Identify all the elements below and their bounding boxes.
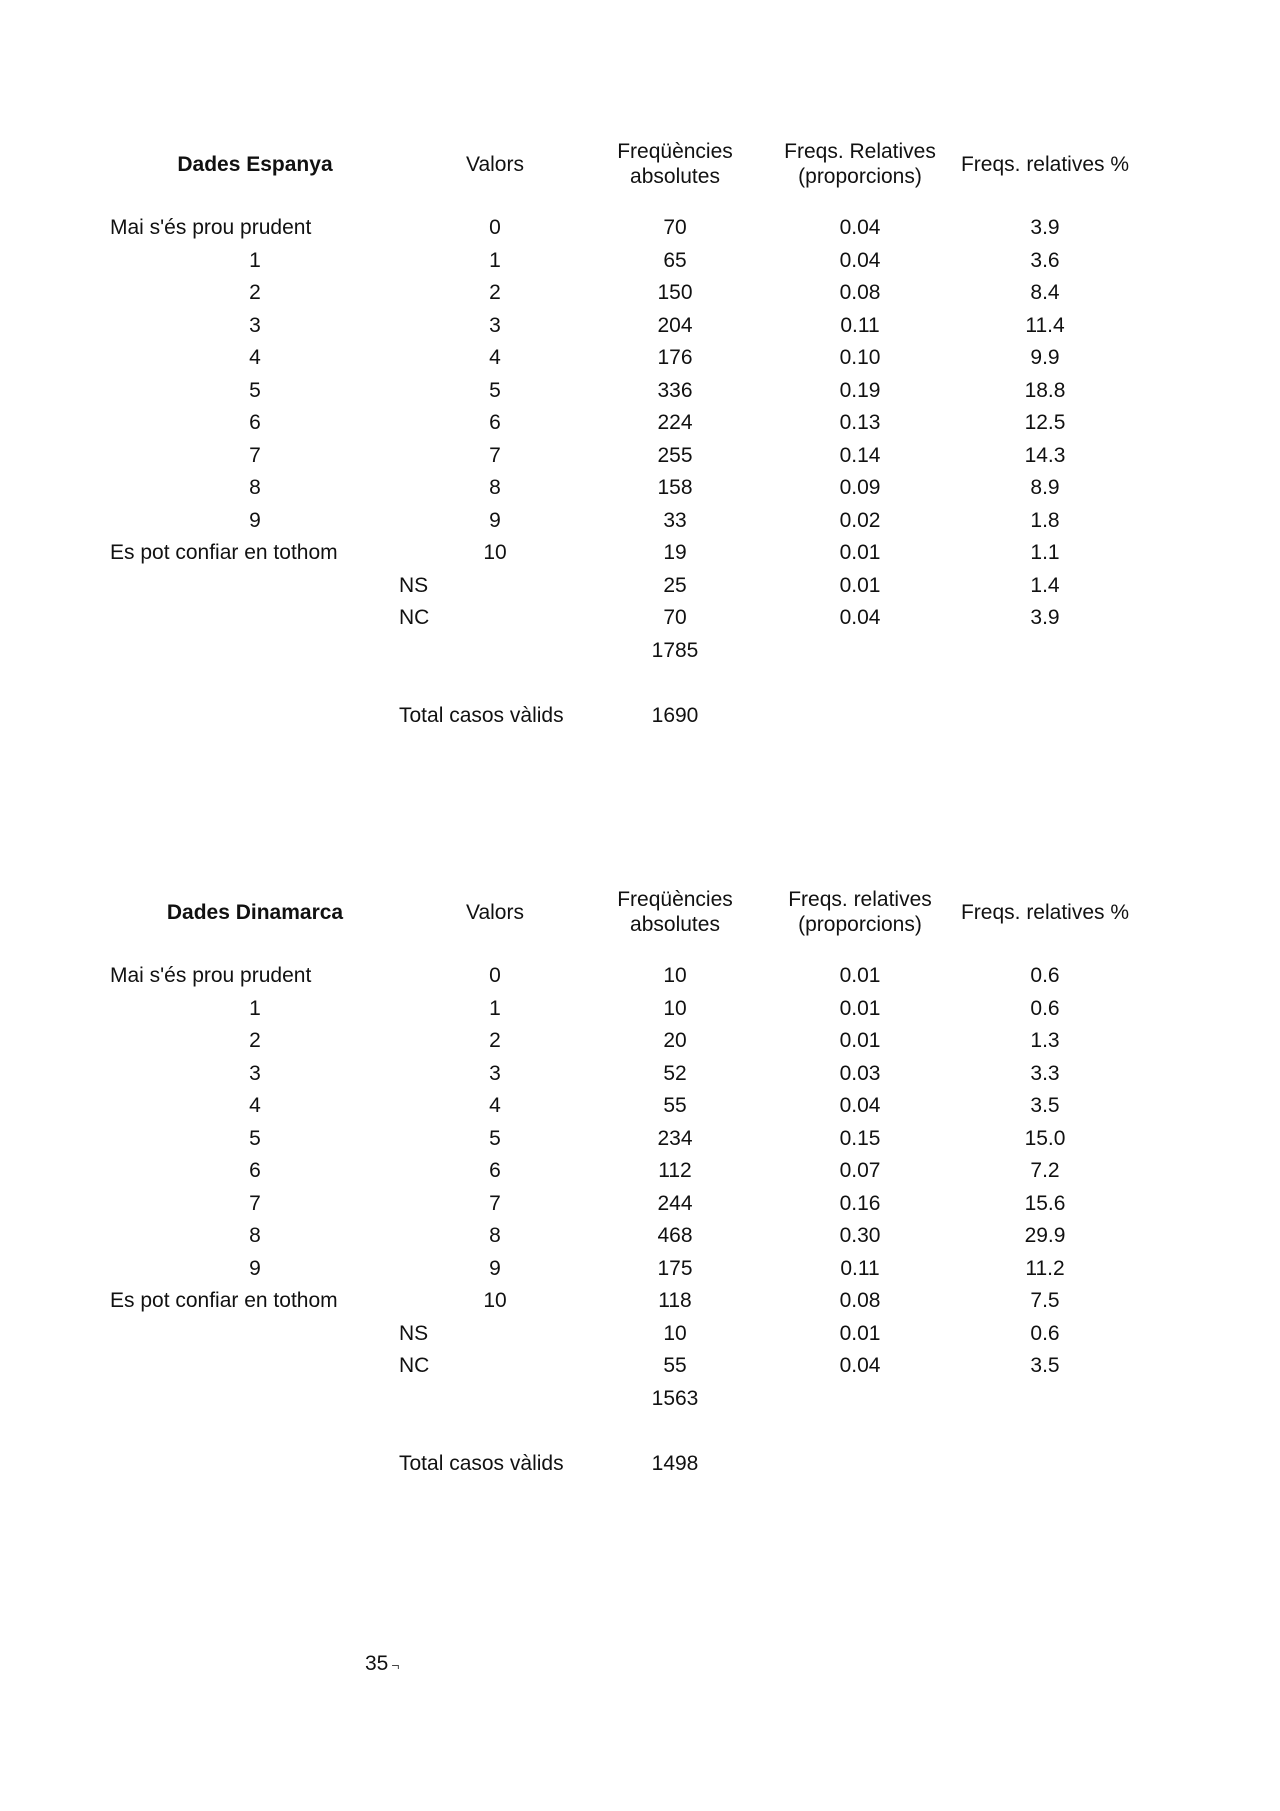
row-label: NC	[399, 1354, 430, 1377]
row-absolute: 158	[657, 476, 693, 499]
row-proportion: 0.14	[839, 443, 881, 467]
row-value: 1	[489, 248, 501, 272]
row-absolute: 10	[663, 1321, 687, 1345]
total-value: 1690	[651, 703, 699, 727]
row-percent: 15.6	[1024, 1191, 1066, 1215]
table-header	[100, 884, 1140, 940]
header-relative-prop-line2: (proporcions)	[798, 165, 922, 188]
header-relative-prop-line2: (proporcions)	[798, 913, 922, 936]
header-values: Valors	[466, 900, 524, 924]
row-label: Es pot confiar en tothom	[110, 541, 338, 564]
row-value: 5	[489, 378, 501, 402]
row-value: 8	[489, 1224, 501, 1247]
row-percent: 7.2	[1030, 1159, 1060, 1182]
row-percent: 1.1	[1030, 541, 1060, 564]
row-proportion: 0.01	[839, 1321, 881, 1345]
row-label: 2	[249, 1029, 261, 1052]
row-proportion: 0.04	[839, 1094, 881, 1117]
table-row	[100, 539, 1140, 572]
row-percent: 11.4	[1025, 313, 1065, 337]
row-label: 8	[249, 1224, 261, 1247]
table-row-ns	[100, 1320, 1140, 1353]
row-proportion: 0.11	[840, 313, 880, 337]
row-label: 3	[249, 313, 261, 337]
table-title: Dades Dinamarca	[166, 900, 344, 924]
row-percent: 9.9	[1030, 346, 1060, 369]
row-label: NS	[399, 573, 429, 597]
table-row	[100, 1092, 1140, 1125]
table-row	[100, 1060, 1140, 1093]
row-proportion: 0.04	[839, 1354, 881, 1377]
header-relative-prop-line1: Freqs. relatives	[788, 888, 932, 911]
row-percent: 8.4	[1030, 281, 1060, 304]
row-percent: 0.6	[1030, 996, 1060, 1020]
total-row	[100, 1450, 1140, 1483]
row-absolute: 70	[663, 606, 687, 629]
row-label: 6	[249, 411, 261, 434]
row-percent: 3.9	[1030, 606, 1060, 629]
row-proportion: 0.09	[839, 476, 881, 499]
row-percent: 3.5	[1030, 1354, 1060, 1377]
row-label: NS	[399, 1321, 429, 1345]
table-row	[100, 1157, 1140, 1190]
row-absolute: 65	[663, 248, 687, 272]
row-value: 2	[489, 281, 501, 304]
row-percent: 1.4	[1030, 573, 1060, 597]
row-label: Mai s'és prou prudent	[110, 964, 312, 987]
row-absolute: 204	[657, 313, 693, 337]
row-percent: 0.6	[1030, 964, 1060, 987]
row-absolute: 118	[658, 1289, 692, 1312]
row-label: Mai s'és prou prudent	[110, 216, 312, 239]
row-proportion: 0.11	[840, 1256, 880, 1280]
row-proportion: 0.04	[839, 216, 881, 239]
row-absolute: 55	[663, 1094, 687, 1117]
header-relative-prop-text	[784, 139, 936, 189]
spacer	[100, 1417, 1140, 1450]
page-mark: ¬	[391, 1657, 400, 1673]
row-absolute: 468	[657, 1224, 693, 1247]
sum-value: 1563	[651, 1386, 699, 1410]
row-value: 9	[489, 1256, 501, 1280]
table-row	[100, 962, 1140, 995]
row-proportion: 0.01	[839, 541, 881, 564]
row-value: 0	[489, 216, 501, 239]
sum-row	[100, 1385, 1140, 1418]
row-value: 9	[489, 508, 501, 532]
row-label: 9	[249, 508, 261, 532]
table-row	[100, 1125, 1140, 1158]
row-proportion: 0.13	[839, 411, 881, 434]
header-absolute-freq-line2: absolutes	[630, 165, 720, 188]
page-number	[365, 1652, 400, 1676]
row-label: 8	[249, 476, 261, 499]
row-value: 7	[489, 443, 501, 467]
row-proportion: 0.01	[839, 996, 881, 1020]
row-proportion: 0.15	[839, 1126, 881, 1150]
table-row	[100, 1255, 1140, 1288]
header-absolute-freq	[600, 884, 750, 940]
row-percent: 1.8	[1030, 508, 1060, 532]
row-percent: 3.6	[1030, 248, 1060, 272]
row-label: 4	[249, 1094, 261, 1117]
row-proportion: 0.02	[839, 508, 881, 532]
row-percent: 1.3	[1030, 1029, 1060, 1052]
row-value: 10	[483, 1289, 507, 1312]
row-percent: 12.5	[1024, 411, 1066, 434]
row-percent: 3.3	[1030, 1061, 1060, 1085]
row-percent: 15.0	[1024, 1126, 1066, 1150]
row-label: 7	[249, 443, 261, 467]
row-value: 5	[489, 1126, 501, 1150]
row-value: 0	[489, 964, 501, 987]
table-header	[100, 136, 1140, 192]
row-absolute: 175	[657, 1256, 693, 1280]
table-row	[100, 442, 1140, 475]
spacer	[100, 669, 1140, 702]
row-proportion: 0.08	[839, 1289, 881, 1312]
header-absolute-freq-text	[617, 139, 733, 189]
row-label: 1	[249, 996, 261, 1020]
row-absolute: 70	[663, 216, 687, 239]
row-label: Es pot confiar en tothom	[110, 1289, 338, 1312]
row-absolute: 19	[663, 541, 687, 564]
row-proportion: 0.03	[839, 1061, 881, 1085]
table-row	[100, 1287, 1140, 1320]
row-percent: 11.2	[1025, 1256, 1065, 1280]
row-label: 9	[249, 1256, 261, 1280]
row-value: 7	[489, 1191, 501, 1215]
table-row	[100, 474, 1140, 507]
table-spain	[100, 136, 1140, 734]
total-label: Total casos vàlids	[399, 1451, 564, 1475]
row-absolute: 234	[657, 1126, 693, 1150]
header-absolute-freq-text	[617, 887, 733, 937]
row-proportion: 0.01	[839, 573, 881, 597]
page-number-text: 35	[365, 1652, 389, 1675]
row-value: 6	[489, 411, 501, 434]
row-label: 3	[249, 1061, 261, 1085]
row-percent: 29.9	[1024, 1224, 1066, 1247]
row-percent: 7.5	[1030, 1289, 1060, 1312]
row-absolute: 52	[663, 1061, 687, 1085]
table-row	[100, 247, 1140, 280]
table-row	[100, 409, 1140, 442]
row-percent: 0.6	[1030, 1321, 1060, 1345]
row-proportion: 0.10	[839, 346, 881, 369]
table-row	[100, 344, 1140, 377]
row-absolute: 20	[663, 1029, 687, 1052]
row-proportion: 0.04	[839, 248, 881, 272]
table-body	[100, 962, 1140, 1482]
table-row	[100, 507, 1140, 540]
table-row	[100, 1190, 1140, 1223]
header-relative-prop-line1: Freqs. Relatives	[784, 140, 936, 163]
row-label: 5	[249, 378, 261, 402]
row-percent: 18.8	[1024, 378, 1066, 402]
row-absolute: 10	[663, 996, 687, 1020]
header-relative-pct: Freqs. relatives %	[960, 900, 1130, 924]
header-absolute-freq	[600, 136, 750, 192]
row-proportion: 0.30	[839, 1224, 881, 1247]
row-absolute: 10	[663, 964, 687, 987]
header-relative-pct: Freqs. relatives %	[960, 152, 1130, 176]
row-absolute: 33	[663, 508, 687, 532]
table-row-nc	[100, 604, 1140, 637]
row-absolute: 244	[657, 1191, 693, 1215]
row-proportion: 0.04	[839, 606, 881, 629]
row-absolute: 150	[657, 281, 693, 304]
header-absolute-freq-line1: Freqüències	[617, 140, 733, 163]
row-proportion: 0.08	[839, 281, 881, 304]
header-relative-prop-text	[788, 887, 932, 937]
row-label: 2	[249, 281, 261, 304]
row-value: 4	[489, 1094, 501, 1117]
row-proportion: 0.16	[839, 1191, 881, 1215]
row-absolute: 224	[657, 411, 693, 434]
sum-value: 1785	[651, 638, 699, 662]
row-absolute: 55	[663, 1354, 687, 1377]
table-row	[100, 214, 1140, 247]
table-row	[100, 377, 1140, 410]
row-percent: 3.9	[1030, 216, 1060, 239]
table-denmark	[100, 884, 1140, 1482]
row-label: 4	[249, 346, 261, 369]
table-row	[100, 995, 1140, 1028]
row-value: 10	[483, 541, 507, 564]
table-row	[100, 1222, 1140, 1255]
row-percent: 8.9	[1030, 476, 1060, 499]
row-absolute: 25	[663, 573, 687, 597]
row-absolute: 176	[657, 346, 693, 369]
row-absolute: 112	[658, 1159, 692, 1182]
table-row	[100, 279, 1140, 312]
header-values: Valors	[466, 152, 524, 176]
row-proportion: 0.01	[839, 964, 881, 987]
header-absolute-freq-line2: absolutes	[630, 913, 720, 936]
row-value: 6	[489, 1159, 501, 1182]
row-label: 6	[249, 1159, 261, 1182]
table-row	[100, 312, 1140, 345]
total-row	[100, 702, 1140, 735]
row-proportion: 0.07	[839, 1159, 881, 1182]
table-body	[100, 214, 1140, 734]
row-proportion: 0.01	[839, 1029, 881, 1052]
row-label: 1	[249, 248, 261, 272]
row-percent: 3.5	[1030, 1094, 1060, 1117]
row-absolute: 336	[657, 378, 693, 402]
total-value: 1498	[651, 1451, 699, 1475]
row-value: 8	[489, 476, 501, 499]
row-label: 7	[249, 1191, 261, 1215]
row-percent: 14.3	[1024, 443, 1066, 467]
row-value: 3	[489, 313, 501, 337]
row-label: NC	[399, 606, 430, 629]
header-absolute-freq-line1: Freqüències	[617, 888, 733, 911]
row-proportion: 0.19	[839, 378, 881, 402]
table-title: Dades Espanya	[177, 152, 333, 176]
row-value: 2	[489, 1029, 501, 1052]
row-value: 1	[489, 996, 501, 1020]
table-row	[100, 1027, 1140, 1060]
table-row-nc	[100, 1352, 1140, 1385]
table-row-ns	[100, 572, 1140, 605]
row-value: 4	[489, 346, 501, 369]
row-value: 3	[489, 1061, 501, 1085]
row-absolute: 255	[657, 443, 693, 467]
row-label: 5	[249, 1126, 261, 1150]
total-label: Total casos vàlids	[399, 703, 564, 727]
sum-row	[100, 637, 1140, 670]
